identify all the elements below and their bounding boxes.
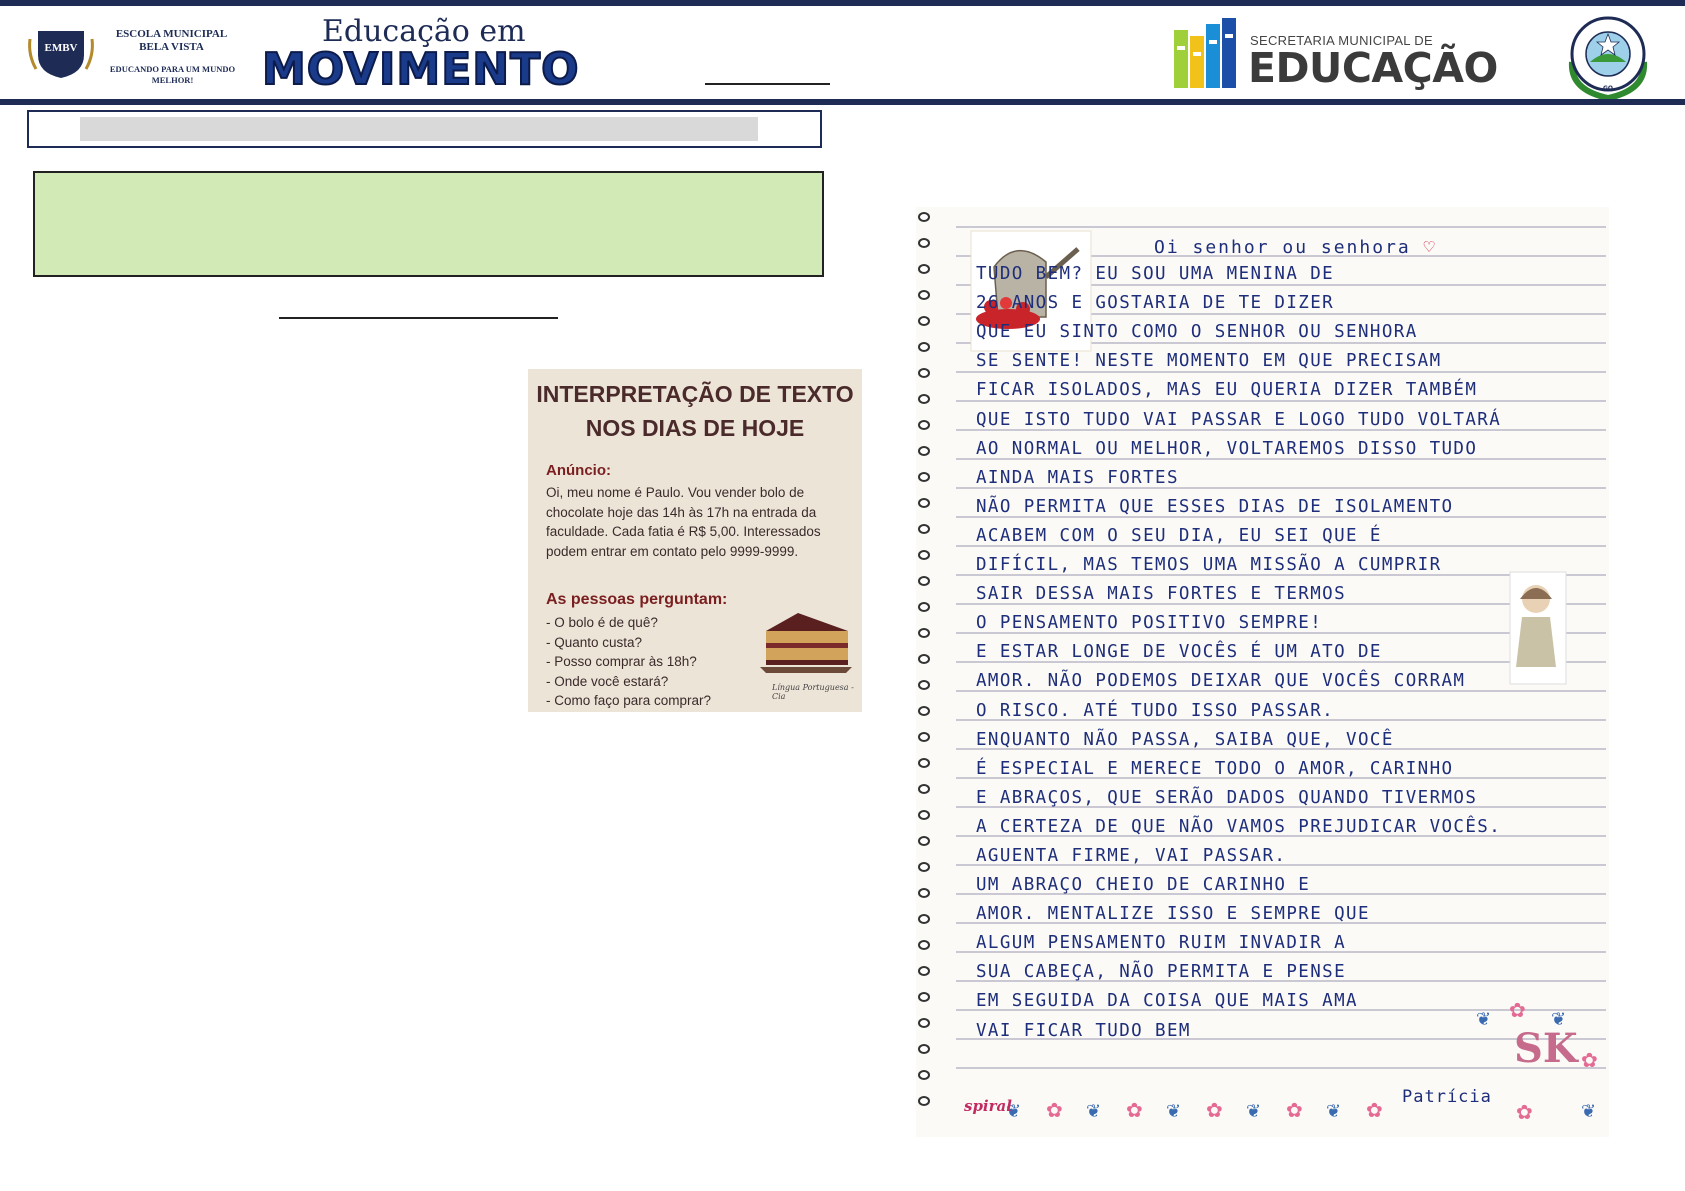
svg-text:❦: ❦ xyxy=(1246,1101,1262,1121)
instructions-box xyxy=(33,171,824,277)
instructions-top-line xyxy=(563,171,810,173)
letter-line: TUDO BEM? EU SOU UMA MENINA DE xyxy=(976,264,1335,285)
question-item: - Posso comprar às 18h? xyxy=(546,654,697,669)
letter-line: VAI FICAR TUDO BEM xyxy=(976,1020,1191,1041)
sk-monogram: SK xyxy=(1514,1025,1578,1072)
svg-text:❦: ❦ xyxy=(1006,1101,1022,1121)
card-title xyxy=(528,377,862,445)
school-abbr: EMBV xyxy=(44,42,78,54)
svg-text:✿: ✿ xyxy=(1286,1100,1303,1122)
letter-line: AO NORMAL OU MELHOR, VOLTAREMOS DISSO TUDO xyxy=(976,438,1478,459)
greeting-text: Oi senhor ou senhora xyxy=(1154,237,1411,258)
letter-line: O PENSAMENTO POSITIVO SEMPRE! xyxy=(976,613,1323,634)
header-top-rule xyxy=(0,0,1685,6)
letter-line: SUA CABEÇA, NÃO PERMITA E PENSE xyxy=(976,962,1347,983)
card-caption: Língua Portuguesa - Cia xyxy=(772,683,854,701)
letter-line: ACABEM COM O SEU DIA, EU SEI QUE É xyxy=(976,525,1382,546)
question-item: - O bolo é de quê? xyxy=(546,615,658,630)
letter-line: E ESTAR LONGE DE VOCÊS É UM ATO DE xyxy=(976,642,1382,663)
section-underline xyxy=(279,317,558,319)
letter-line: 26 ANOS E GOSTARIA DE TE DIZER xyxy=(976,293,1335,314)
notebook-brand: spiral xyxy=(964,1097,1012,1115)
svg-text:✿: ✿ xyxy=(1206,1100,1223,1122)
svg-text:✿: ✿ xyxy=(1046,1100,1063,1122)
letter-line: SAIR DESSA MAIS FORTES E TERMOS xyxy=(976,584,1347,605)
ad-line: Oi, meu nome é Paulo. Vou vender bolo de xyxy=(546,485,805,500)
letter-line: A CERTEZA DE QUE NÃO VAMOS PREJUDICAR VOCÊS. xyxy=(976,816,1502,837)
letter-line: DIFÍCIL, MAS TEMOS UMA MISSÃO A CUMPRIR xyxy=(976,555,1442,576)
municipal-seal-icon xyxy=(1562,12,1654,100)
letter-line: AMOR. MENTALIZE ISSO E SEMPRE QUE xyxy=(976,904,1370,925)
svg-text:❦: ❦ xyxy=(1581,1101,1597,1121)
svg-text:✿: ✿ xyxy=(1509,1000,1526,1022)
svg-text:GO: GO xyxy=(1602,85,1614,92)
cake-slice-icon xyxy=(758,609,854,679)
question-item: - Quanto custa? xyxy=(546,634,643,650)
heart-icon: ♡ xyxy=(1423,237,1437,258)
svg-text:❦: ❦ xyxy=(1551,1009,1567,1029)
school-logo xyxy=(8,22,248,96)
letter-body xyxy=(976,231,1606,1046)
ad-heading: Anúncio: xyxy=(546,462,611,479)
letter-line: FICAR ISOLADOS, MAS EU QUERIA DIZER TAMBÉM xyxy=(976,380,1478,401)
svg-text:✿: ✿ xyxy=(1126,1100,1143,1122)
letter-line: QUE EU SINTO COMO O SENHOR OU SENHORA xyxy=(976,322,1418,343)
letter-line: AGUENTA FIRME, VAI PASSAR. xyxy=(976,845,1287,866)
letter-line: ALGUM PENSAMENTO RUIM INVADIR A xyxy=(976,933,1347,954)
letter-signature: Patrícia xyxy=(1402,1087,1492,1107)
questions-heading: As pessoas perguntam: xyxy=(546,591,728,608)
questions-list xyxy=(546,613,711,711)
letter-line: UM ABRAÇO CHEIO DE CARINHO E xyxy=(976,875,1311,896)
ad-line: faculdade. Cada fatia é R$ 5,00. Interessados xyxy=(546,524,821,539)
program-title-top: Educação em xyxy=(322,14,526,49)
svg-text:❦: ❦ xyxy=(1326,1101,1342,1121)
letter-line: EM SEGUIDA DA COISA QUE MAIS AMA xyxy=(976,991,1358,1012)
letter-line: NÃO PERMITA QUE ESSES DIAS DE ISOLAMENTO xyxy=(976,496,1454,517)
svg-text:✿: ✿ xyxy=(1366,1100,1383,1122)
header-bottom-rule xyxy=(0,99,1685,105)
activity-title-placeholder xyxy=(80,117,758,141)
letter-line: SE SENTE! NESTE MOMENTO EM QUE PRECISAM xyxy=(976,351,1442,372)
letter-line xyxy=(976,231,1606,260)
letter-line: QUE ISTO TUDO VAI PASSAR E LOGO TUDO VOLTARÁ xyxy=(976,409,1502,430)
school-shield-icon xyxy=(26,25,96,79)
question-item: - Onde você estará? xyxy=(546,673,669,689)
ad-line: chocolate hoje das 14h às 17h na entrada da xyxy=(546,504,817,520)
question-item: - Como faço para comprar? xyxy=(546,693,712,708)
letter-line: AINDA MAIS FORTES xyxy=(976,467,1179,488)
svg-text:✿: ✿ xyxy=(1516,1102,1533,1124)
ad-line: podem entrar em contato pelo 9999-9999. xyxy=(546,543,799,559)
ad-text xyxy=(546,483,856,561)
secretaria-label: SECRETARIA MUNICIPAL DE xyxy=(1250,33,1433,48)
header-underline xyxy=(705,83,830,85)
card-title-line-2: NOS DIAS DE HOJE xyxy=(585,415,805,441)
school-name: ESCOLA MUNICIPAL BELA VISTA xyxy=(115,28,228,53)
letter-line: AMOR. NÃO PODEMOS DEIXAR QUE VOCÊS CORRAM xyxy=(976,671,1466,692)
handwritten-letter xyxy=(916,207,1609,1137)
program-title-main: MOVIMENTO xyxy=(262,44,580,95)
svg-text:✿: ✿ xyxy=(1581,1050,1598,1072)
secretaria-title: EDUCAÇÃO xyxy=(1248,44,1498,92)
letter-line: ENQUANTO NÃO PASSA, SAIBA QUE, VOCÊ xyxy=(976,729,1394,750)
svg-text:❦: ❦ xyxy=(1166,1101,1182,1121)
books-icon xyxy=(1172,18,1250,88)
letter-line: É ESPECIAL E MERECE TODO O AMOR, CARINHO xyxy=(976,758,1454,779)
card-title-line-1: INTERPRETAÇÃO DE TEXTO xyxy=(536,381,854,407)
svg-text:❦: ❦ xyxy=(1086,1101,1102,1121)
letter-line: E ABRAÇOS, QUE SERÃO DADOS QUANDO TIVERMOS xyxy=(976,787,1478,808)
interpretation-card xyxy=(528,369,862,712)
svg-text:❦: ❦ xyxy=(1476,1009,1492,1029)
letter-line: O RISCO. ATÉ TUDO ISSO PASSAR. xyxy=(976,700,1335,721)
school-motto: EDUCANDO PARA UM MUNDO MELHOR! xyxy=(109,64,236,85)
